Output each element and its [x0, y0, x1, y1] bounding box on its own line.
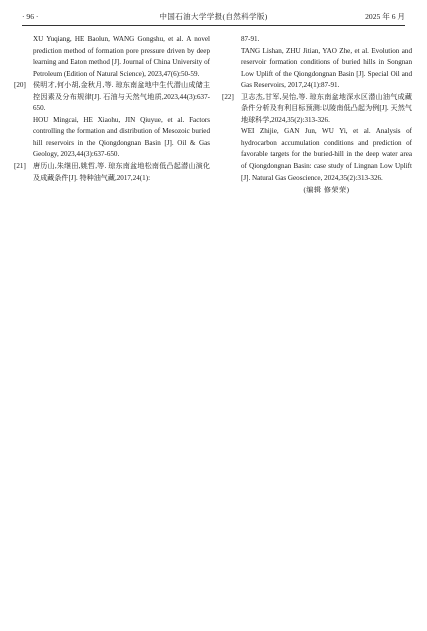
reference-text-en: HOU Mingcai, HE Xiaohu, JIN Qiuyue, et al. Factors controlling the formation and distribution of Mesozoic buried hill reservoirs in the Qiongdongnan Basin [J]. Oil & Gas Geology, 2023,44(3):637-650.: [33, 115, 210, 159]
reference-item: [222, 92, 412, 184]
reference-continued: [14, 34, 210, 80]
editor-note: (编辑 修荣荣): [303, 186, 350, 195]
right-column: [222, 34, 412, 197]
reference-item: [14, 161, 210, 184]
reference-number: [21]: [14, 162, 26, 171]
reference-continued: [222, 34, 412, 92]
reference-number: [20]: [14, 81, 26, 90]
page-number: · 96 ·: [22, 12, 39, 21]
reference-text-cn: 唐历山,朱继田,姚哲,等. 琼东南盆地松南低凸起潜山演化及成藏条件[J]. 特种油气藏,2017,24(1):: [33, 162, 210, 182]
journal-title: 中国石油大学学报(自然科学版): [159, 12, 268, 21]
reference-continued-text: 87-91. TANG Lishan, ZHU Jitian, YAO Zhe, et al. Evolution and reservoir formation conditions of buried hills in Songnan Low Uplift of the Qiongdongnan Basin [J]. Special Oil and Gas Reservoirs, 2017,24(1):87-91.: [241, 35, 412, 90]
reference-number: [22]: [222, 92, 234, 101]
reference-text-cn: 侯明才,何小胡,金秋月,等. 琼东南盆地中生代潜山成储主控因素及分布规律[J]. 石油与天然气地质,2023,44(3):637-650.: [33, 81, 210, 113]
header-divider: [22, 25, 405, 26]
page-header: [22, 10, 405, 24]
reference-text-cn: 卫志杰,甘军,吴怡,等. 琼东南盆地深水区潜山油气成藏条件分析及有利目标预测:以陵南低凸起为例[J]. 天然气地球科学,2024,35(2):313-326.: [241, 92, 412, 124]
reference-continued-text: XU Yuqiang, HE Baolun, WANG Gongshu, et al. A novel prediction method of formation pore pressure driven by deep learning and Eaton method [J]. Journal of China University of Petroleum (Edition of Natural Science), 2023,47(6):50-59.: [33, 35, 210, 78]
reference-item: [14, 80, 210, 161]
reference-text-en: WEI Zhijie, GAN Jun, WU Yi, et al. Analysis of hydrocarbon accumulation conditions and prediction of favorable targets for the buried-hill in the deep water area of Qiongdongnan Basin: case study of Lingnan Low Uplift [J]. Natural Gas Geoscience, 2024,35(2):313-326.: [241, 127, 412, 182]
issue-date: 2025 年 6 月: [365, 12, 405, 21]
left-column: [14, 34, 210, 184]
